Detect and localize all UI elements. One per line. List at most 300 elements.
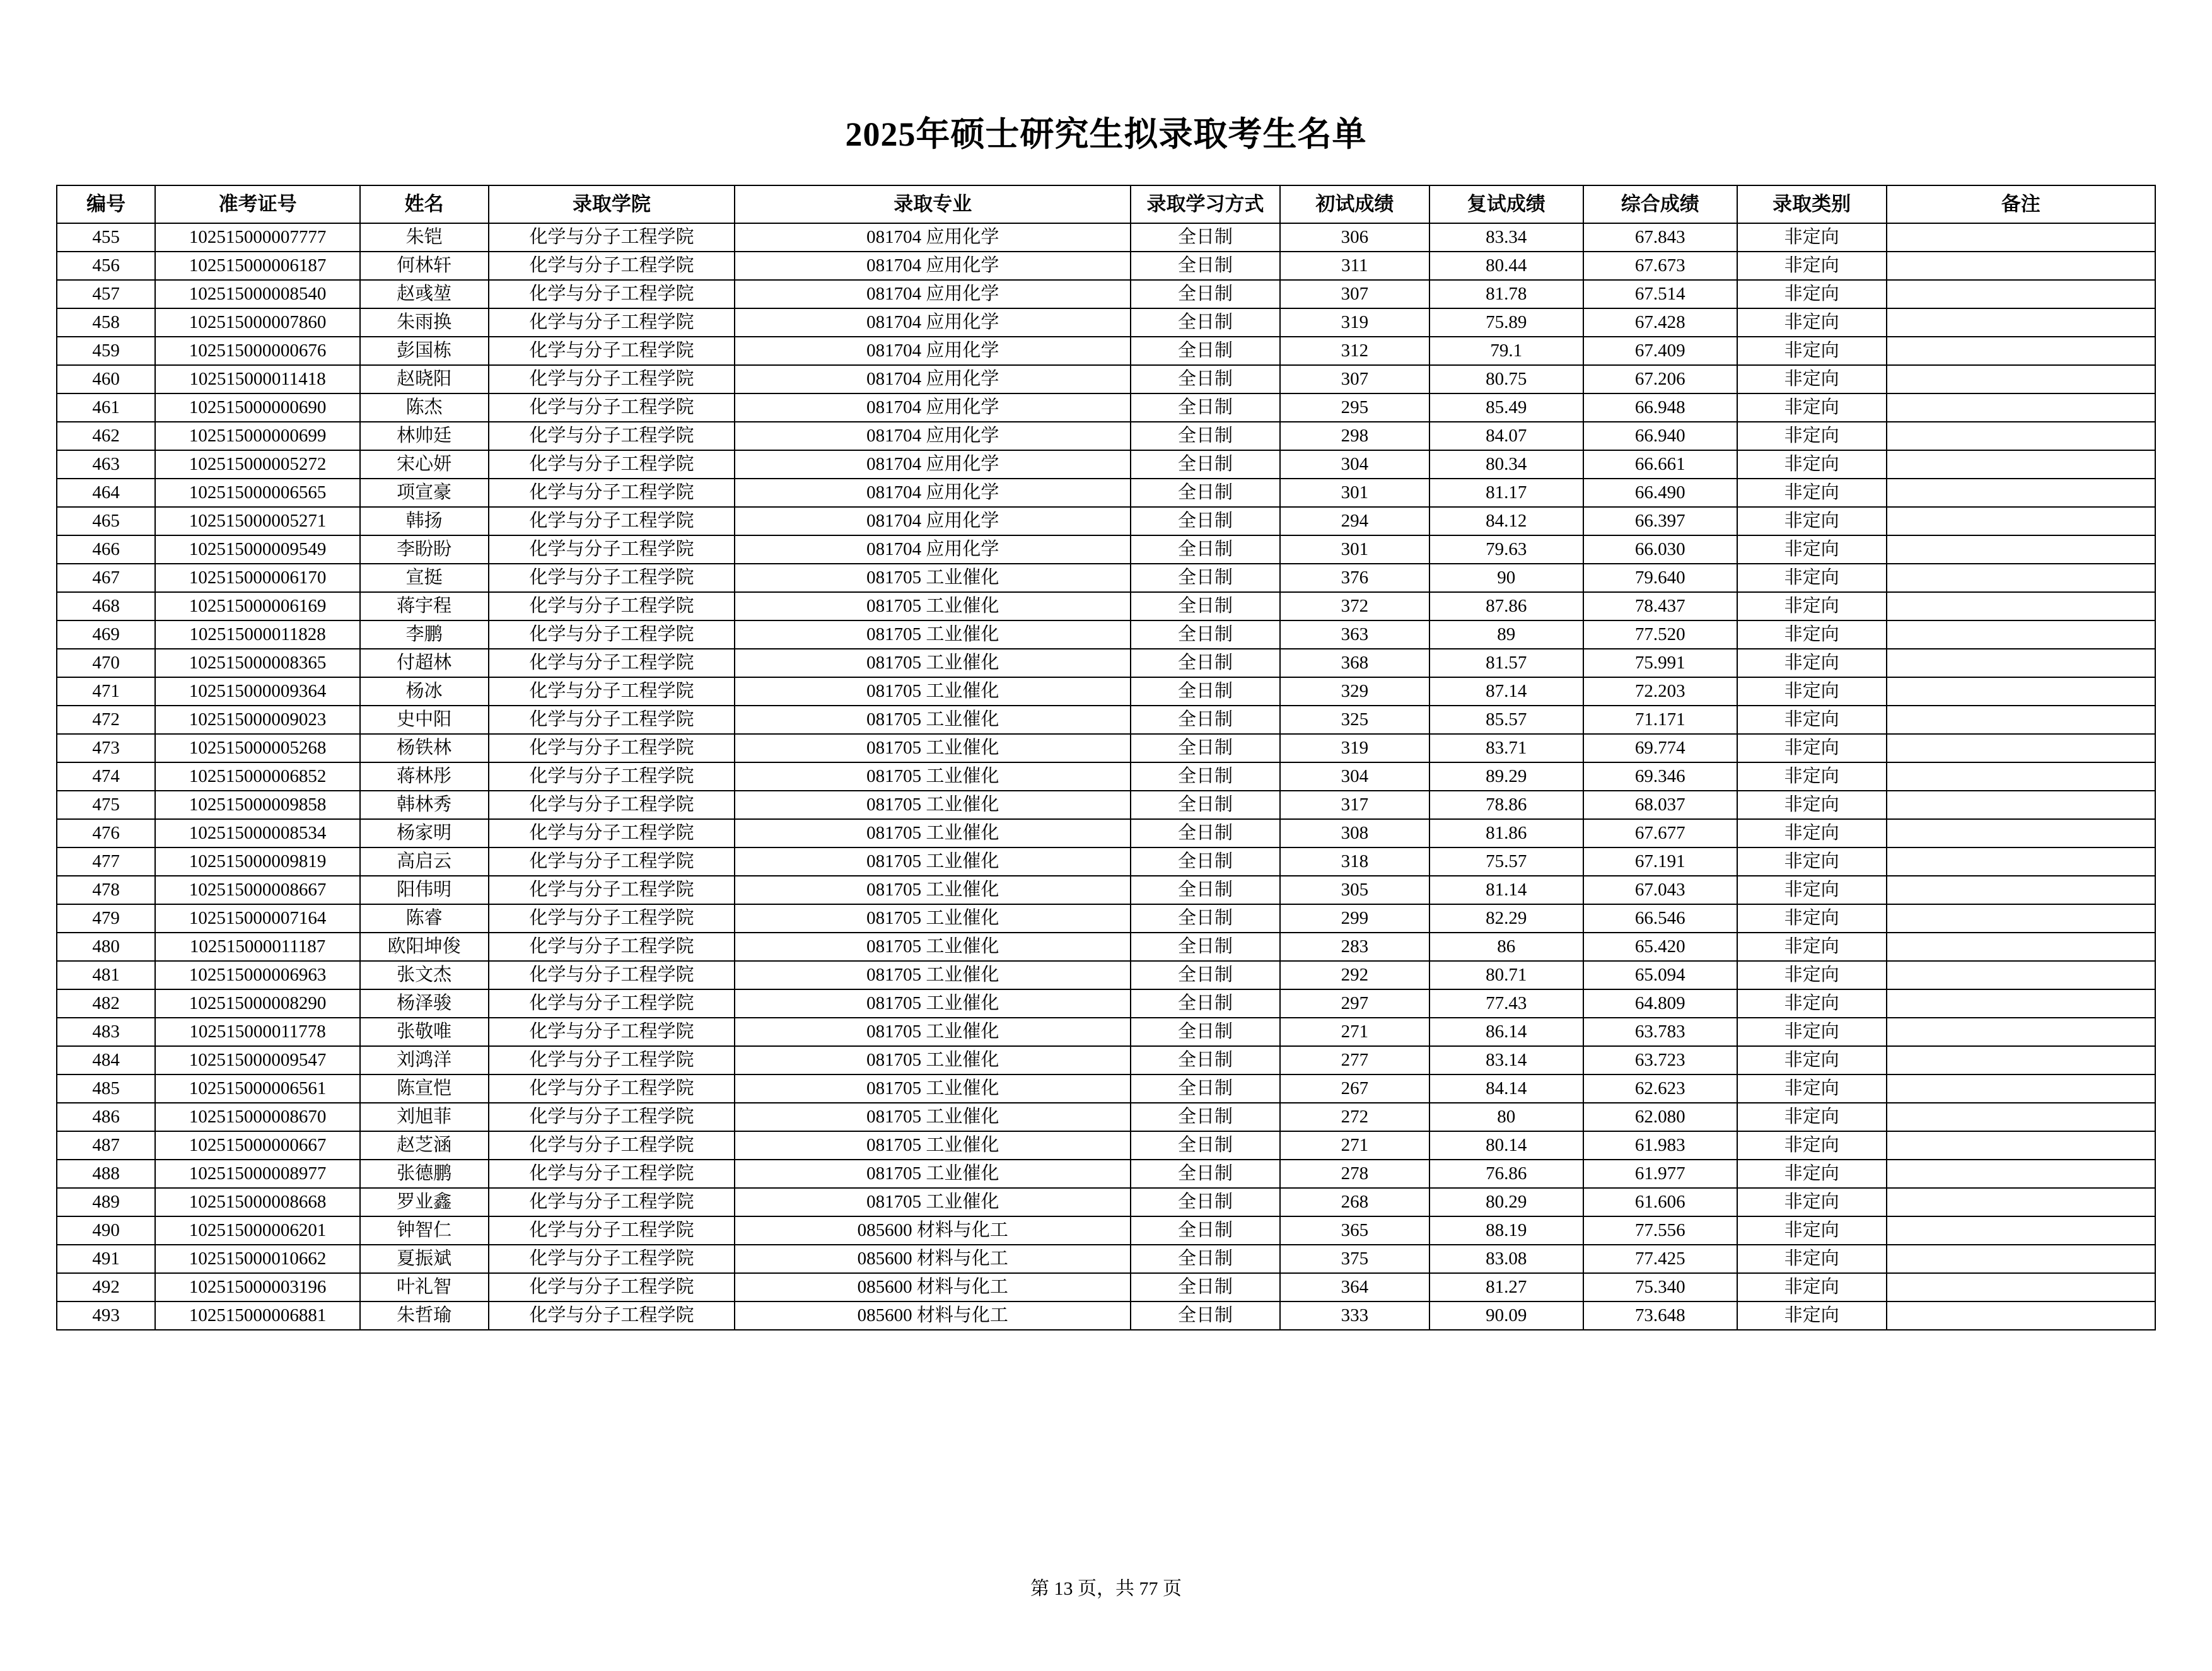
column-header-total-score: 综合成绩 xyxy=(1583,185,1737,223)
cell-remark xyxy=(1887,819,2155,847)
cell-remark xyxy=(1887,706,2155,734)
document-page xyxy=(0,107,2212,1671)
cell-college: 化学与分子工程学院 xyxy=(489,1216,735,1245)
cell-remark xyxy=(1887,876,2155,904)
cell-study-mode: 全日制 xyxy=(1131,1046,1280,1074)
cell-major: 081705 工业催化 xyxy=(735,564,1131,592)
cell-remark xyxy=(1887,677,2155,706)
cell-college: 化学与分子工程学院 xyxy=(489,1273,735,1301)
cell-study-mode: 全日制 xyxy=(1131,791,1280,819)
cell-index: 458 xyxy=(57,308,155,337)
cell-study-mode: 全日制 xyxy=(1131,706,1280,734)
cell-name: 彭国栋 xyxy=(360,337,489,365)
cell-retest-score: 79.63 xyxy=(1429,535,1583,564)
cell-college: 化学与分子工程学院 xyxy=(489,791,735,819)
cell-name: 高启云 xyxy=(360,847,489,876)
cell-ticket-number: 102515000011418 xyxy=(155,365,360,393)
cell-initial-score: 295 xyxy=(1280,393,1429,422)
table-row xyxy=(57,904,2155,933)
cell-retest-score: 80.14 xyxy=(1429,1131,1583,1160)
cell-ticket-number: 102515000011828 xyxy=(155,620,360,649)
cell-college: 化学与分子工程学院 xyxy=(489,706,735,734)
cell-admission-category: 非定向 xyxy=(1737,819,1887,847)
cell-remark xyxy=(1887,337,2155,365)
cell-initial-score: 365 xyxy=(1280,1216,1429,1245)
cell-major: 081705 工业催化 xyxy=(735,989,1131,1018)
cell-index: 477 xyxy=(57,847,155,876)
cell-initial-score: 368 xyxy=(1280,649,1429,677)
cell-admission-category: 非定向 xyxy=(1737,365,1887,393)
cell-major: 081705 工业催化 xyxy=(735,847,1131,876)
cell-ticket-number: 102515000010662 xyxy=(155,1245,360,1273)
cell-name: 陈宣恺 xyxy=(360,1074,489,1103)
cell-study-mode: 全日制 xyxy=(1131,819,1280,847)
cell-ticket-number: 102515000009547 xyxy=(155,1046,360,1074)
cell-major: 081704 应用化学 xyxy=(735,365,1131,393)
column-header-initial-score: 初试成绩 xyxy=(1280,185,1429,223)
cell-study-mode: 全日制 xyxy=(1131,904,1280,933)
table-row xyxy=(57,1103,2155,1131)
table-header xyxy=(57,185,2155,223)
cell-index: 467 xyxy=(57,564,155,592)
cell-major: 081704 应用化学 xyxy=(735,223,1131,252)
cell-study-mode: 全日制 xyxy=(1131,1103,1280,1131)
cell-remark xyxy=(1887,252,2155,280)
cell-remark xyxy=(1887,1074,2155,1103)
cell-initial-score: 298 xyxy=(1280,422,1429,450)
cell-college: 化学与分子工程学院 xyxy=(489,1131,735,1160)
table-row xyxy=(57,734,2155,762)
cell-college: 化学与分子工程学院 xyxy=(489,592,735,620)
column-header-admission-category: 录取类别 xyxy=(1737,185,1887,223)
cell-index: 483 xyxy=(57,1018,155,1046)
cell-retest-score: 88.19 xyxy=(1429,1216,1583,1245)
cell-total-score: 66.030 xyxy=(1583,535,1737,564)
cell-study-mode: 全日制 xyxy=(1131,677,1280,706)
cell-initial-score: 318 xyxy=(1280,847,1429,876)
cell-major: 081705 工业催化 xyxy=(735,762,1131,791)
cell-ticket-number: 102515000008667 xyxy=(155,876,360,904)
cell-major: 081705 工业催化 xyxy=(735,677,1131,706)
cell-remark xyxy=(1887,365,2155,393)
cell-total-score: 61.977 xyxy=(1583,1160,1737,1188)
cell-college: 化学与分子工程学院 xyxy=(489,422,735,450)
cell-index: 479 xyxy=(57,904,155,933)
cell-name: 张德鹏 xyxy=(360,1160,489,1188)
cell-initial-score: 305 xyxy=(1280,876,1429,904)
cell-retest-score: 89.29 xyxy=(1429,762,1583,791)
cell-retest-score: 83.34 xyxy=(1429,223,1583,252)
column-header-name: 姓名 xyxy=(360,185,489,223)
cell-retest-score: 81.78 xyxy=(1429,280,1583,308)
cell-admission-category: 非定向 xyxy=(1737,308,1887,337)
table-row xyxy=(57,592,2155,620)
cell-index: 484 xyxy=(57,1046,155,1074)
cell-major: 081705 工业催化 xyxy=(735,876,1131,904)
cell-remark xyxy=(1887,479,2155,507)
cell-ticket-number: 102515000011187 xyxy=(155,933,360,961)
cell-retest-score: 81.14 xyxy=(1429,876,1583,904)
table-row xyxy=(57,762,2155,791)
cell-major: 081705 工业催化 xyxy=(735,620,1131,649)
cell-retest-score: 84.07 xyxy=(1429,422,1583,450)
cell-name: 刘鸿洋 xyxy=(360,1046,489,1074)
cell-index: 461 xyxy=(57,393,155,422)
cell-college: 化学与分子工程学院 xyxy=(489,507,735,535)
cell-college: 化学与分子工程学院 xyxy=(489,223,735,252)
column-header-study-mode: 录取学习方式 xyxy=(1131,185,1280,223)
cell-college: 化学与分子工程学院 xyxy=(489,734,735,762)
cell-admission-category: 非定向 xyxy=(1737,1131,1887,1160)
cell-name: 付超林 xyxy=(360,649,489,677)
cell-retest-score: 89 xyxy=(1429,620,1583,649)
cell-ticket-number: 102515000008977 xyxy=(155,1160,360,1188)
cell-initial-score: 375 xyxy=(1280,1245,1429,1273)
cell-study-mode: 全日制 xyxy=(1131,1131,1280,1160)
cell-remark xyxy=(1887,1245,2155,1273)
cell-ticket-number: 102515000008540 xyxy=(155,280,360,308)
cell-index: 492 xyxy=(57,1273,155,1301)
cell-college: 化学与分子工程学院 xyxy=(489,876,735,904)
cell-study-mode: 全日制 xyxy=(1131,393,1280,422)
cell-admission-category: 非定向 xyxy=(1737,1245,1887,1273)
cell-study-mode: 全日制 xyxy=(1131,961,1280,989)
cell-study-mode: 全日制 xyxy=(1131,1216,1280,1245)
table-row xyxy=(57,393,2155,422)
cell-name: 宋心妍 xyxy=(360,450,489,479)
cell-ticket-number: 102515000006565 xyxy=(155,479,360,507)
cell-study-mode: 全日制 xyxy=(1131,365,1280,393)
cell-college: 化学与分子工程学院 xyxy=(489,847,735,876)
table-row xyxy=(57,989,2155,1018)
cell-ticket-number: 102515000009819 xyxy=(155,847,360,876)
cell-admission-category: 非定向 xyxy=(1737,791,1887,819)
cell-name: 赵晓阳 xyxy=(360,365,489,393)
cell-college: 化学与分子工程学院 xyxy=(489,1103,735,1131)
cell-total-score: 78.437 xyxy=(1583,592,1737,620)
cell-ticket-number: 102515000007164 xyxy=(155,904,360,933)
cell-retest-score: 80.71 xyxy=(1429,961,1583,989)
cell-college: 化学与分子工程学院 xyxy=(489,337,735,365)
cell-index: 473 xyxy=(57,734,155,762)
cell-remark xyxy=(1887,933,2155,961)
cell-total-score: 61.983 xyxy=(1583,1131,1737,1160)
cell-major: 081705 工业催化 xyxy=(735,933,1131,961)
cell-initial-score: 268 xyxy=(1280,1188,1429,1216)
cell-major: 081705 工业催化 xyxy=(735,1188,1131,1216)
cell-retest-score: 75.57 xyxy=(1429,847,1583,876)
cell-remark xyxy=(1887,1301,2155,1330)
table-row xyxy=(57,450,2155,479)
cell-ticket-number: 102515000007860 xyxy=(155,308,360,337)
cell-initial-score: 306 xyxy=(1280,223,1429,252)
cell-index: 474 xyxy=(57,762,155,791)
table-row xyxy=(57,1245,2155,1273)
cell-admission-category: 非定向 xyxy=(1737,933,1887,961)
cell-ticket-number: 102515000005268 xyxy=(155,734,360,762)
cell-initial-score: 325 xyxy=(1280,706,1429,734)
table-row xyxy=(57,337,2155,365)
table-row xyxy=(57,620,2155,649)
table-row xyxy=(57,933,2155,961)
cell-college: 化学与分子工程学院 xyxy=(489,933,735,961)
cell-admission-category: 非定向 xyxy=(1737,479,1887,507)
cell-total-score: 67.043 xyxy=(1583,876,1737,904)
cell-college: 化学与分子工程学院 xyxy=(489,620,735,649)
cell-admission-category: 非定向 xyxy=(1737,1046,1887,1074)
cell-total-score: 67.206 xyxy=(1583,365,1737,393)
cell-total-score: 65.420 xyxy=(1583,933,1737,961)
table-row xyxy=(57,422,2155,450)
table-row xyxy=(57,365,2155,393)
cell-index: 465 xyxy=(57,507,155,535)
cell-retest-score: 80.34 xyxy=(1429,450,1583,479)
cell-admission-category: 非定向 xyxy=(1737,1074,1887,1103)
cell-index: 493 xyxy=(57,1301,155,1330)
cell-ticket-number: 102515000006561 xyxy=(155,1074,360,1103)
table-row xyxy=(57,280,2155,308)
cell-total-score: 66.490 xyxy=(1583,479,1737,507)
cell-admission-category: 非定向 xyxy=(1737,649,1887,677)
cell-admission-category: 非定向 xyxy=(1737,1216,1887,1245)
cell-total-score: 66.948 xyxy=(1583,393,1737,422)
cell-index: 464 xyxy=(57,479,155,507)
cell-name: 陈杰 xyxy=(360,393,489,422)
cell-initial-score: 272 xyxy=(1280,1103,1429,1131)
cell-retest-score: 83.08 xyxy=(1429,1245,1583,1273)
cell-name: 蒋林彤 xyxy=(360,762,489,791)
cell-study-mode: 全日制 xyxy=(1131,450,1280,479)
cell-study-mode: 全日制 xyxy=(1131,507,1280,535)
cell-remark xyxy=(1887,904,2155,933)
cell-total-score: 67.673 xyxy=(1583,252,1737,280)
cell-remark xyxy=(1887,734,2155,762)
cell-name: 赵彧堃 xyxy=(360,280,489,308)
cell-study-mode: 全日制 xyxy=(1131,1160,1280,1188)
cell-major: 081705 工业催化 xyxy=(735,649,1131,677)
cell-admission-category: 非定向 xyxy=(1737,422,1887,450)
cell-initial-score: 297 xyxy=(1280,989,1429,1018)
cell-initial-score: 364 xyxy=(1280,1273,1429,1301)
cell-name: 韩扬 xyxy=(360,507,489,535)
cell-study-mode: 全日制 xyxy=(1131,847,1280,876)
cell-remark xyxy=(1887,393,2155,422)
cell-index: 491 xyxy=(57,1245,155,1273)
cell-admission-category: 非定向 xyxy=(1737,337,1887,365)
cell-college: 化学与分子工程学院 xyxy=(489,450,735,479)
cell-retest-score: 83.71 xyxy=(1429,734,1583,762)
cell-retest-score: 86.14 xyxy=(1429,1018,1583,1046)
table-row xyxy=(57,1074,2155,1103)
cell-index: 489 xyxy=(57,1188,155,1216)
cell-retest-score: 90.09 xyxy=(1429,1301,1583,1330)
cell-college: 化学与分子工程学院 xyxy=(489,393,735,422)
cell-ticket-number: 102515000005271 xyxy=(155,507,360,535)
cell-college: 化学与分子工程学院 xyxy=(489,1074,735,1103)
cell-retest-score: 85.57 xyxy=(1429,706,1583,734)
cell-index: 459 xyxy=(57,337,155,365)
cell-admission-category: 非定向 xyxy=(1737,535,1887,564)
cell-index: 460 xyxy=(57,365,155,393)
cell-major: 085600 材料与化工 xyxy=(735,1273,1131,1301)
cell-ticket-number: 102515000008670 xyxy=(155,1103,360,1131)
cell-retest-score: 81.17 xyxy=(1429,479,1583,507)
cell-total-score: 67.191 xyxy=(1583,847,1737,876)
table-header-row xyxy=(57,185,2155,223)
cell-total-score: 68.037 xyxy=(1583,791,1737,819)
cell-name: 林帅廷 xyxy=(360,422,489,450)
cell-index: 490 xyxy=(57,1216,155,1245)
cell-college: 化学与分子工程学院 xyxy=(489,819,735,847)
cell-initial-score: 299 xyxy=(1280,904,1429,933)
cell-major: 085600 材料与化工 xyxy=(735,1245,1131,1273)
cell-admission-category: 非定向 xyxy=(1737,507,1887,535)
cell-remark xyxy=(1887,422,2155,450)
cell-major: 081705 工业催化 xyxy=(735,1103,1131,1131)
cell-study-mode: 全日制 xyxy=(1131,1074,1280,1103)
cell-index: 475 xyxy=(57,791,155,819)
cell-college: 化学与分子工程学院 xyxy=(489,1245,735,1273)
cell-retest-score: 82.29 xyxy=(1429,904,1583,933)
cell-study-mode: 全日制 xyxy=(1131,1273,1280,1301)
cell-college: 化学与分子工程学院 xyxy=(489,1018,735,1046)
cell-total-score: 66.397 xyxy=(1583,507,1737,535)
cell-remark xyxy=(1887,1046,2155,1074)
cell-index: 456 xyxy=(57,252,155,280)
cell-total-score: 75.340 xyxy=(1583,1273,1737,1301)
cell-remark xyxy=(1887,308,2155,337)
cell-admission-category: 非定向 xyxy=(1737,564,1887,592)
cell-major: 081704 应用化学 xyxy=(735,280,1131,308)
cell-total-score: 61.606 xyxy=(1583,1188,1737,1216)
cell-total-score: 73.648 xyxy=(1583,1301,1737,1330)
cell-study-mode: 全日制 xyxy=(1131,280,1280,308)
column-header-index: 编号 xyxy=(57,185,155,223)
table-row xyxy=(57,223,2155,252)
cell-remark xyxy=(1887,649,2155,677)
cell-retest-score: 78.86 xyxy=(1429,791,1583,819)
cell-ticket-number: 102515000000676 xyxy=(155,337,360,365)
cell-index: 487 xyxy=(57,1131,155,1160)
cell-total-score: 69.774 xyxy=(1583,734,1737,762)
cell-name: 蒋宇程 xyxy=(360,592,489,620)
column-header-major: 录取专业 xyxy=(735,185,1131,223)
cell-total-score: 66.661 xyxy=(1583,450,1737,479)
cell-initial-score: 311 xyxy=(1280,252,1429,280)
cell-study-mode: 全日制 xyxy=(1131,1018,1280,1046)
cell-study-mode: 全日制 xyxy=(1131,479,1280,507)
admission-roster-table xyxy=(56,185,2156,1330)
cell-college: 化学与分子工程学院 xyxy=(489,1188,735,1216)
cell-college: 化学与分子工程学院 xyxy=(489,904,735,933)
cell-total-score: 62.623 xyxy=(1583,1074,1737,1103)
cell-study-mode: 全日制 xyxy=(1131,592,1280,620)
cell-college: 化学与分子工程学院 xyxy=(489,564,735,592)
cell-name: 项宣豪 xyxy=(360,479,489,507)
cell-study-mode: 全日制 xyxy=(1131,223,1280,252)
table-row xyxy=(57,1216,2155,1245)
cell-name: 杨泽骏 xyxy=(360,989,489,1018)
cell-remark xyxy=(1887,989,2155,1018)
table-row xyxy=(57,535,2155,564)
column-header-remark: 备注 xyxy=(1887,185,2155,223)
cell-remark xyxy=(1887,280,2155,308)
cell-ticket-number: 102515000011778 xyxy=(155,1018,360,1046)
roster-table-wrapper xyxy=(56,185,2156,1330)
cell-remark xyxy=(1887,564,2155,592)
cell-ticket-number: 102515000006852 xyxy=(155,762,360,791)
cell-total-score: 67.428 xyxy=(1583,308,1737,337)
cell-study-mode: 全日制 xyxy=(1131,649,1280,677)
cell-retest-score: 87.86 xyxy=(1429,592,1583,620)
table-row xyxy=(57,1188,2155,1216)
cell-admission-category: 非定向 xyxy=(1737,393,1887,422)
cell-total-score: 67.677 xyxy=(1583,819,1737,847)
cell-index: 478 xyxy=(57,876,155,904)
cell-admission-category: 非定向 xyxy=(1737,989,1887,1018)
cell-retest-score: 81.27 xyxy=(1429,1273,1583,1301)
cell-major: 081705 工业催化 xyxy=(735,1160,1131,1188)
cell-remark xyxy=(1887,1216,2155,1245)
cell-name: 陈睿 xyxy=(360,904,489,933)
cell-college: 化学与分子工程学院 xyxy=(489,762,735,791)
cell-index: 476 xyxy=(57,819,155,847)
cell-major: 081704 应用化学 xyxy=(735,252,1131,280)
cell-name: 杨铁林 xyxy=(360,734,489,762)
cell-index: 472 xyxy=(57,706,155,734)
cell-initial-score: 292 xyxy=(1280,961,1429,989)
cell-remark xyxy=(1887,1273,2155,1301)
cell-ticket-number: 102515000008534 xyxy=(155,819,360,847)
cell-major: 081705 工业催化 xyxy=(735,1046,1131,1074)
cell-remark xyxy=(1887,535,2155,564)
cell-retest-score: 87.14 xyxy=(1429,677,1583,706)
cell-college: 化学与分子工程学院 xyxy=(489,961,735,989)
cell-index: 463 xyxy=(57,450,155,479)
cell-remark xyxy=(1887,762,2155,791)
cell-study-mode: 全日制 xyxy=(1131,1245,1280,1273)
cell-total-score: 75.991 xyxy=(1583,649,1737,677)
cell-index: 480 xyxy=(57,933,155,961)
cell-study-mode: 全日制 xyxy=(1131,734,1280,762)
cell-initial-score: 376 xyxy=(1280,564,1429,592)
cell-college: 化学与分子工程学院 xyxy=(489,308,735,337)
cell-total-score: 66.940 xyxy=(1583,422,1737,450)
cell-major: 081704 应用化学 xyxy=(735,479,1131,507)
cell-initial-score: 277 xyxy=(1280,1046,1429,1074)
cell-study-mode: 全日制 xyxy=(1131,762,1280,791)
cell-index: 468 xyxy=(57,592,155,620)
cell-initial-score: 319 xyxy=(1280,308,1429,337)
cell-major: 085600 材料与化工 xyxy=(735,1216,1131,1245)
cell-retest-score: 85.49 xyxy=(1429,393,1583,422)
cell-name: 欧阳坤俊 xyxy=(360,933,489,961)
cell-total-score: 71.171 xyxy=(1583,706,1737,734)
cell-remark xyxy=(1887,223,2155,252)
cell-initial-score: 294 xyxy=(1280,507,1429,535)
cell-admission-category: 非定向 xyxy=(1737,706,1887,734)
cell-ticket-number: 102515000003196 xyxy=(155,1273,360,1301)
cell-college: 化学与分子工程学院 xyxy=(489,535,735,564)
cell-study-mode: 全日制 xyxy=(1131,876,1280,904)
table-row xyxy=(57,677,2155,706)
cell-ticket-number: 102515000008290 xyxy=(155,989,360,1018)
cell-total-score: 67.843 xyxy=(1583,223,1737,252)
cell-retest-score: 80.75 xyxy=(1429,365,1583,393)
cell-major: 081705 工业催化 xyxy=(735,1131,1131,1160)
cell-admission-category: 非定向 xyxy=(1737,1103,1887,1131)
cell-ticket-number: 102515000007777 xyxy=(155,223,360,252)
